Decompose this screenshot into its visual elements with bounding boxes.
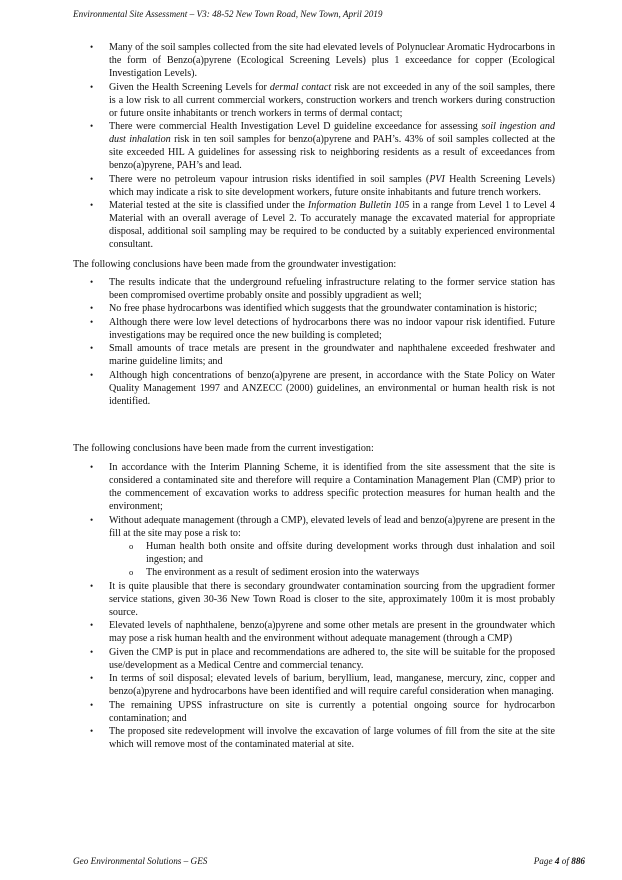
bullet-icon: • [90,121,94,132]
list-item: • No free phase hydrocarbons was identified which suggests that the groundwater contamination is historic; [90,303,538,315]
list-item: • Given the CMP is put in place and recommendations are adhered to, the site will be suitable for the proposed use/development as a Medical Centre and commercial tenancy. [90,646,555,671]
bullet-icon: • [90,646,94,657]
list-item: • Given the Health Screening Levels for dermal contact risk are not exceeded in any of the soil samples, there is a low risk to all current commercial workers, construction workers and trench workers during construction or future onsite inhabitants or trench workers in terms of dermal contact; [90,81,555,119]
page-footer [73,856,585,866]
bullet-icon: • [90,514,94,525]
bullet-icon: • [90,620,94,631]
list-item: • Although there were low level detections of hydrocarbons there was no indoor vapour risk identified. Future investigations may be required once the new building is completed; [90,316,555,341]
groundwater-conclusions-list [73,276,555,408]
list-item: • In terms of soil disposal; elevated levels of barium, beryllium, lead, manganese, mercury, zinc, copper and benzo(a)pyrene and hydrocarbons have been identified and will require careful consideration when managing. [90,673,555,698]
bullet-icon: • [90,699,94,710]
bullet-icon: • [90,316,94,327]
list-item: • Small amounts of trace metals are present in the groundwater and naphthalene exceeded freshwater and marine guideline limits; and [90,343,555,368]
list-item: • The remaining UPSS infrastructure on site is currently a potential ongoing source for hydrocarbon contamination; and [90,699,555,724]
list-item: • There were no petroleum vapour intrusion risks identified in soil samples (PVI Health Screening Levels) which may indicate a risk to site development workers, future onsite inhabitants and future trench workers. [90,173,555,198]
footer-company: Geo Environmental Solutions – GES [73,856,208,866]
current-investigation-intro: The following conclusions have been made from the current investigation: [73,443,374,455]
list-item: • It is quite plausible that there is secondary groundwater contamination sourcing from the upgradient former service stations, given 30-36 New Town Road is closer to the site, approximately 100m it is most probably source. [90,580,555,618]
current-conclusions-list [73,461,555,751]
sub-list-item: o Human health both onsite and offsite during development works through dust inhalation and soil ingestion; and [129,540,555,565]
list-item: • The results indicate that the underground refueling infrastructure relating to the former service station has been compromised overtime probably onsite and possibly upgradient as well; [90,276,555,301]
bullet-icon: • [90,81,94,92]
list-item: • Material tested at the site is classified under the Information Bulletin 105 in a range from Level 1 to Level 4 Material with an overall average of Level 2. To accurately manage the excavated material for appropriate disposal, additional soil sampling may be required to be conducted by a suitably experienced environmental consultant. [90,200,555,251]
soil-conclusions-list [73,41,555,251]
bullet-icon: • [90,462,94,473]
list-item: • In accordance with the Interim Planning Scheme, it is identified from the site assessment that the site is considered a contaminated site and therefore will require a Contamination Management Plan (CMP) prior to the commencement of excavation works to address specific protection measures for human health and the environment; [90,462,555,513]
list-item: • Without adequate management (through a CMP), elevated levels of lead and benzo(a)pyrene are present in the fill at the site may pose a risk to: o Human health both onsite and offsite during development works through dust inhalation and soil ingestion; and o The environment as a result of sediment erosion into the waterways [90,514,555,579]
page-header: Environmental Site Assessment – V3: 48-52 New Town Road, New Town, April 2019 [73,9,383,19]
bullet-icon: • [90,42,94,52]
bullet-icon: • [90,303,94,314]
groundwater-intro: The following conclusions have been made from the groundwater investigation: [73,258,397,270]
bullet-icon: • [90,200,94,211]
circle-bullet-icon: o [129,540,134,551]
list-item: • The proposed site redevelopment will involve the excavation of large volumes of fill from the site at the site which will remove most of the contaminated material at site. [90,726,555,751]
sub-list-item: o The environment as a result of sediment erosion into the waterways [129,567,420,579]
list-item: • Many of the soil samples collected from the site had elevated levels of Polynuclear Aromatic Hydrocarbons in the form of Benzo(a)pyrene (Ecological Screening Levels) plus 1 exceedance for copper (Ecological Investigation Levels). [90,42,555,80]
bullet-icon: • [90,343,94,354]
bullet-icon: • [90,580,94,591]
bullet-icon: • [90,173,94,184]
risk-sublist [109,540,555,580]
bullet-icon: • [90,673,94,684]
page-number: Page 4 of 886 [533,856,585,866]
bullet-icon: • [90,726,94,737]
circle-bullet-icon: o [129,567,134,578]
list-item: • Elevated levels of naphthalene, benzo(a)pyrene and some other metals are present in the groundwater which may pose a risk human health and the environment without adequate management (through a CMP) [90,620,555,645]
page-content [73,41,555,752]
bullet-icon: • [90,369,94,380]
list-item: • There were commercial Health Investigation Level D guideline exceedance for assessing soil ingestion and dust inhalation risk in ten soil samples for benzo(a)pyrene and PAH’s. 43% of soil samples collected at the site exceeded HIL A guidelines for assessing risk to neighboring residents as a result of exceedances from benzo(a)pyrene, PAH’s and lead. [90,121,555,172]
bullet-icon: • [90,276,94,287]
list-item: • Although high concentrations of benzo(a)pyrene are present, in accordance with the State Policy on Water Quality Management 1997 and ANZECC (2000) guidelines, an environmental or human health risk is not identified. [90,369,555,407]
